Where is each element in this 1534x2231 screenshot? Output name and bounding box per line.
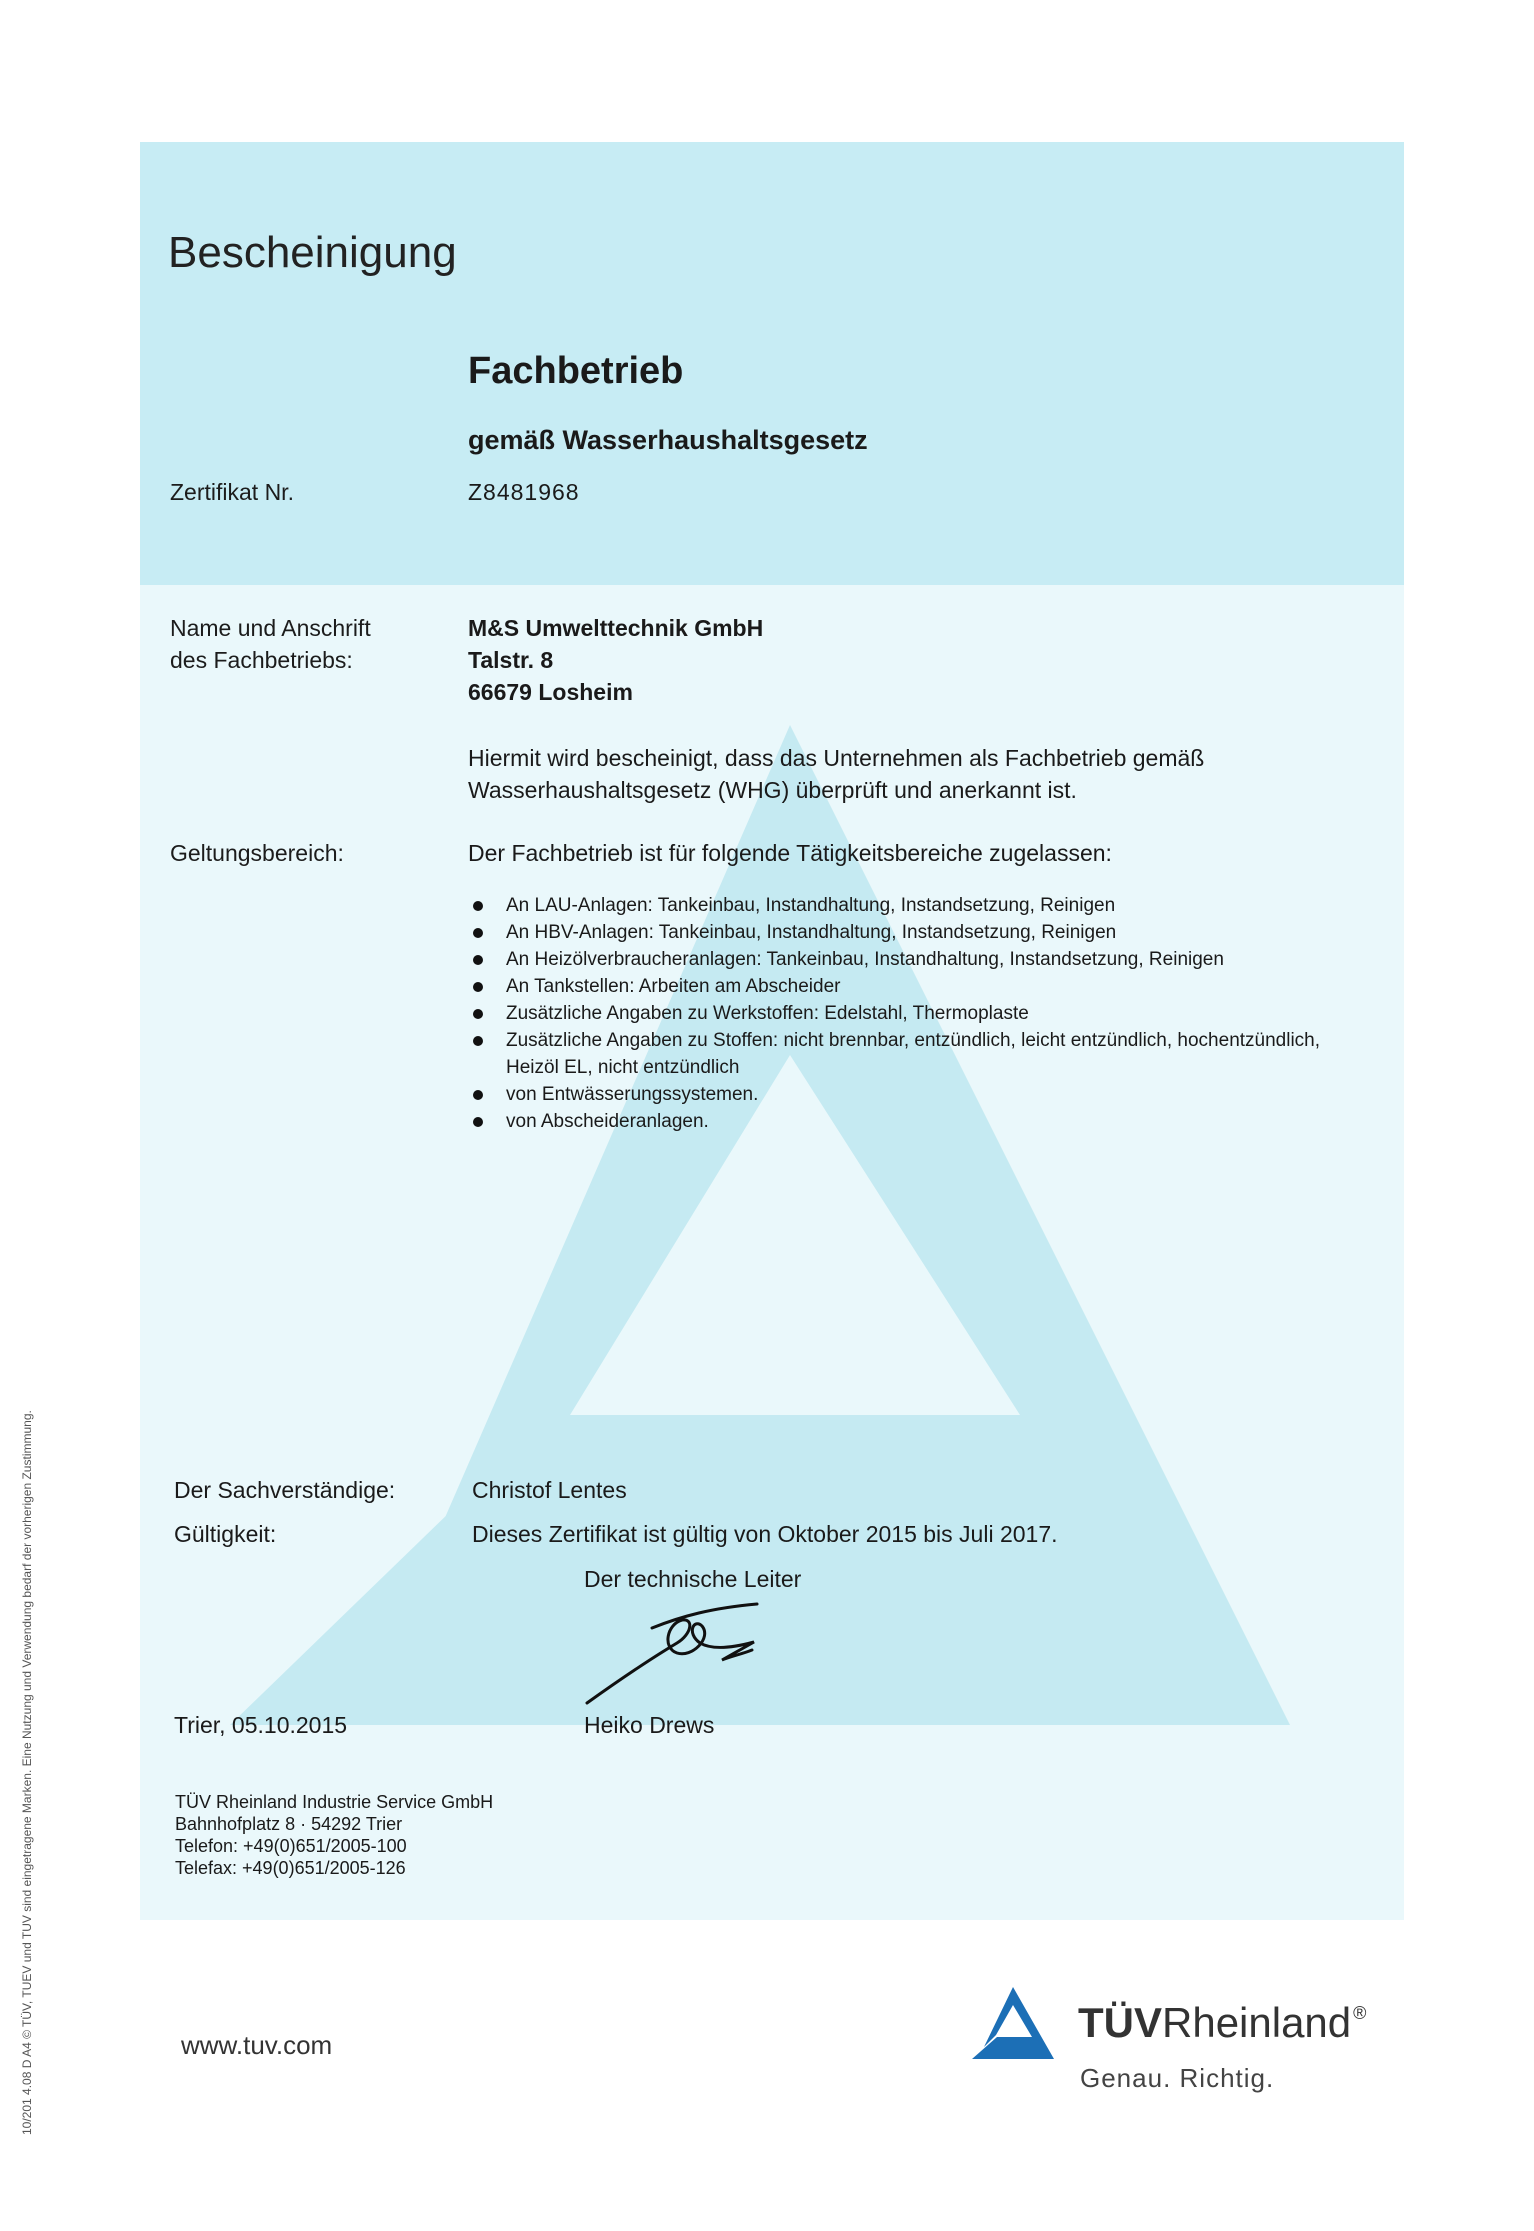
company-street: Talstr. 8 xyxy=(468,647,554,673)
expert-label: Der Sachverständige: xyxy=(174,1477,396,1503)
document-subtitle: Fachbetrieb xyxy=(468,350,684,392)
place-date: Trier, 05.10.2015 xyxy=(174,1712,348,1738)
handwritten-signature xyxy=(582,1598,782,1708)
company-address xyxy=(468,612,763,708)
scope-item: Zusätzliche Angaben zu Stoffen: nicht brennbar, entzündlich, leicht entzündlich, hochentzündlich, Heizöl EL, nicht entzündlich xyxy=(468,1027,1368,1081)
validity-label: Gültigkeit: xyxy=(174,1521,277,1547)
legal-sidebar-text: 10/201 4.08 D A4 © TÜV, TUEV und TUV sind eingetragene Marken. Eine Nutzung und Verwendung bedarf der vorherigen Zustimmung. xyxy=(20,1410,34,2135)
certification-statement: Hiermit wird bescheinigt, dass das Unternehmen als Fachbetrieb gemäß Wasserhaushaltsgesetz (WHG) überprüft und anerkannt ist. xyxy=(468,745,1205,803)
tuv-rheinland-logo xyxy=(1078,1999,1366,2047)
scope-item: Zusätzliche Angaben zu Werkstoffen: Edelstahl, Thermoplaste xyxy=(468,1000,1368,1027)
logo-text-bold: TÜV xyxy=(1078,1999,1162,2046)
scope-list xyxy=(468,892,1368,1135)
issuer-address: Bahnhofplatz 8 · 54292 Trier xyxy=(175,1814,403,1834)
company-name: M&S Umwelttechnik GmbH xyxy=(468,615,764,641)
expert-name: Christof Lentes xyxy=(472,1477,627,1503)
signer-name: Heiko Drews xyxy=(584,1712,715,1738)
certificate-number-label: Zertifikat Nr. xyxy=(170,479,294,505)
registered-mark: ® xyxy=(1353,2003,1367,2023)
scope-item: An Heizölverbraucheranlagen: Tankeinbau, Instandhaltung, Instandsetzung, Reinigen xyxy=(468,946,1368,973)
company-label-line1: Name und Anschrift xyxy=(170,615,371,641)
scope-item: von Entwässerungssystemen. xyxy=(468,1081,1368,1108)
company-label-line2: des Fachbetriebs: xyxy=(170,647,353,673)
website-link[interactable]: www.tuv.com xyxy=(181,2030,333,2060)
tuv-triangle-logo-icon xyxy=(970,1985,1056,2061)
company-city: 66679 Losheim xyxy=(468,679,633,705)
logo-text-rest: Rheinland xyxy=(1162,1999,1352,2046)
issuer-name: TÜV Rheinland Industrie Service GmbH xyxy=(175,1792,494,1812)
scope-label: Geltungsbereich: xyxy=(170,840,344,866)
validity-value: Dieses Zertifikat ist gültig von Oktober 2015 bis Juli 2017. xyxy=(472,1521,1058,1547)
logo-tagline: Genau. Richtig. xyxy=(1080,2063,1275,2093)
issuer-phone: Telefon: +49(0)651/2005-100 xyxy=(175,1836,407,1856)
issuer-fax: Telefax: +49(0)651/2005-126 xyxy=(175,1858,406,1878)
scope-item: An LAU-Anlagen: Tankeinbau, Instandhaltung, Instandsetzung, Reinigen xyxy=(468,892,1368,919)
scope-item: An HBV-Anlagen: Tankeinbau, Instandhaltung, Instandsetzung, Reinigen xyxy=(468,919,1368,946)
certificate-number: Z8481968 xyxy=(468,479,580,505)
scope-item: von Abscheideranlagen. xyxy=(468,1108,1368,1135)
technical-head-label: Der technische Leiter xyxy=(584,1566,802,1592)
header-band xyxy=(140,142,1404,585)
scope-item: An Tankstellen: Arbeiten am Abscheider xyxy=(468,973,1368,1000)
issuer-block xyxy=(175,1791,493,1879)
document-title: Bescheinigung xyxy=(168,228,457,277)
company-label xyxy=(170,612,371,676)
scope-intro: Der Fachbetrieb ist für folgende Tätigkeitsbereiche zugelassen: xyxy=(468,840,1112,866)
document-subtitle-law: gemäß Wasserhaushaltsgesetz xyxy=(468,425,868,455)
